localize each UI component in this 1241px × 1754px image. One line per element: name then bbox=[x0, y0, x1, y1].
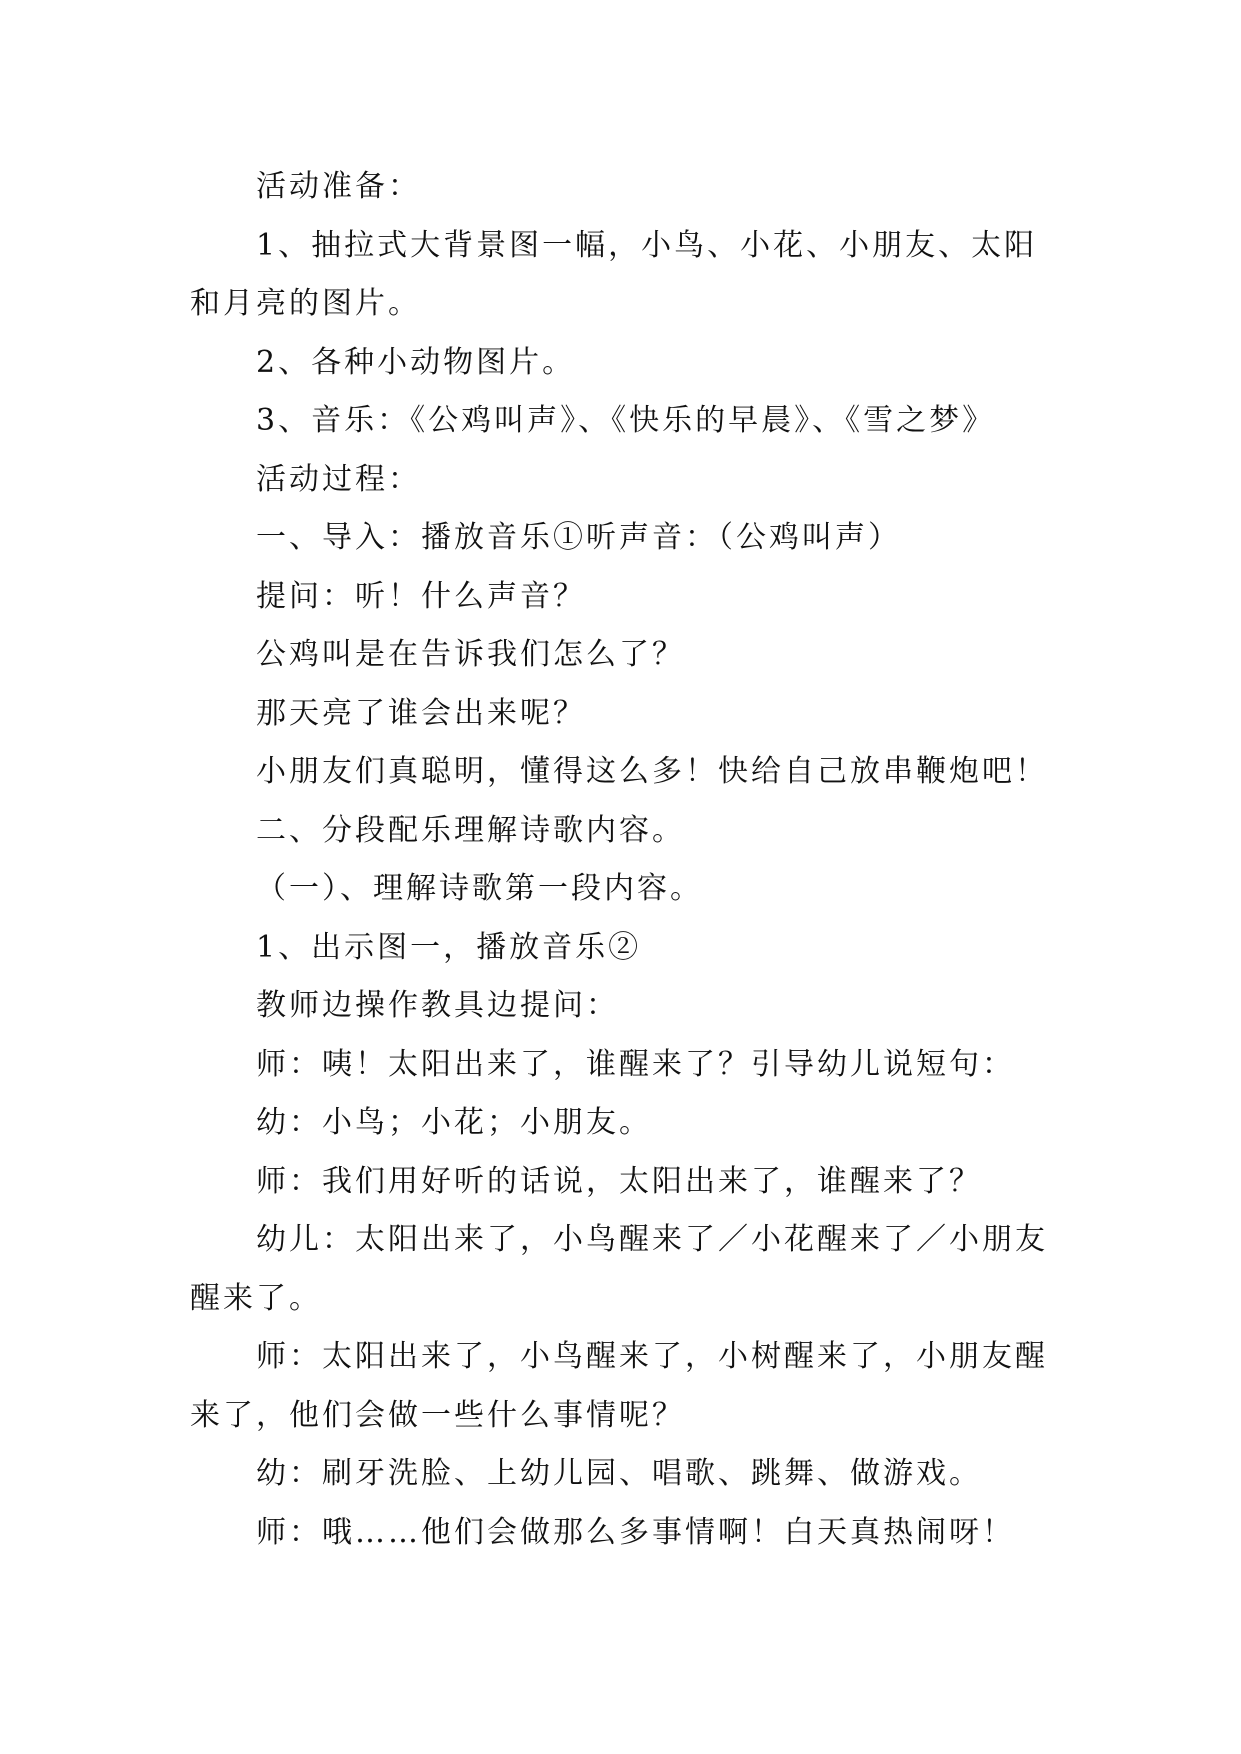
paragraph-teacher-line-1: 师：咦！太阳出来了，谁醒来了？引导幼儿说短句： bbox=[256, 1046, 1015, 1082]
paragraph-question-3: 那天亮了谁会出来呢？ bbox=[256, 695, 586, 731]
paragraph-show-picture: 1、出示图一，播放音乐② bbox=[256, 929, 642, 965]
paragraph-question-1: 提问：听！什么声音？ bbox=[256, 578, 586, 614]
paragraph-activity-preparation-heading: 活动准备： bbox=[256, 169, 421, 204]
paragraph-teacher-line-2: 师：我们用好听的话说，太阳出来了，谁醒来了？ bbox=[256, 1163, 982, 1199]
paragraph-intro: 一、导入：播放音乐①听声音：（公鸡叫声） bbox=[256, 520, 901, 555]
paragraph-child-line-1: 幼：小鸟；小花；小朋友。 bbox=[256, 1105, 652, 1140]
paragraph-prep-item-1: 1、抽拉式大背景图一幅，小鸟、小花、小朋友、太阳和月亮的图片。 bbox=[190, 227, 1038, 321]
paragraph-teacher-line-3: 师：太阳出来了，小鸟醒来了，小树醒来了，小朋友醒来了，他们会做一些什么事情呢？ bbox=[190, 1339, 1048, 1433]
document-body bbox=[190, 158, 1050, 1562]
paragraph-question-2: 公鸡叫是在告诉我们怎么了？ bbox=[256, 637, 685, 672]
paragraph-subsection-1-heading: （一）、理解诗歌第一段内容。 bbox=[256, 871, 703, 906]
paragraph-child-line-3: 幼：刷牙洗脸、上幼儿园、唱歌、跳舞、做游戏。 bbox=[256, 1456, 982, 1491]
paragraph-teacher-line-4: 师：哦……他们会做那么多事情啊！白天真热闹呀！ bbox=[256, 1514, 1015, 1550]
paragraph-prep-item-3: 3、音乐：《公鸡叫声》、《快乐的早晨》、《雪之梦》 bbox=[256, 403, 996, 438]
paragraph-praise: 小朋友们真聪明，懂得这么多！快给自己放串鞭炮吧！ bbox=[256, 754, 1048, 789]
paragraph-section-2-heading: 二、分段配乐理解诗歌内容。 bbox=[256, 812, 685, 848]
paragraph-child-line-2: 幼儿：太阳出来了，小鸟醒来了／小花醒来了／小朋友醒来了。 bbox=[190, 1222, 1048, 1316]
paragraph-prep-item-2: 2、各种小动物图片。 bbox=[256, 344, 576, 380]
paragraph-teacher-instruction: 教师边操作教具边提问： bbox=[256, 988, 619, 1023]
paragraph-activity-process-heading: 活动过程： bbox=[256, 461, 421, 497]
